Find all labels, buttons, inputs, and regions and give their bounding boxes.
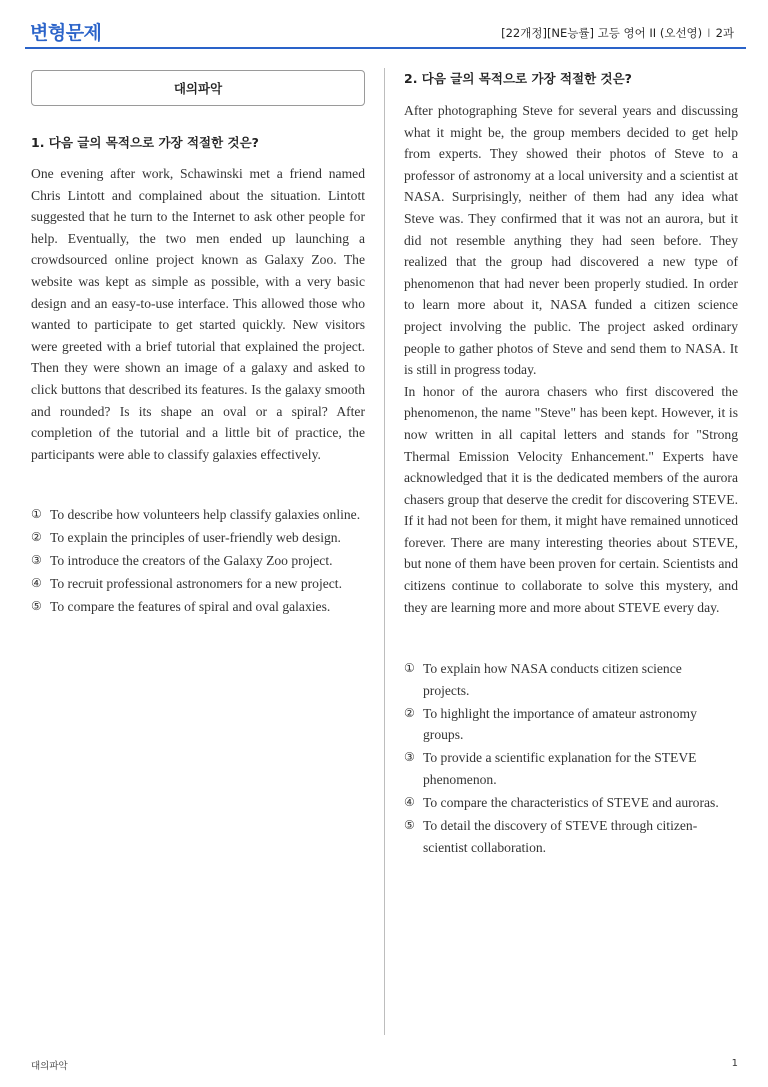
option-1-number: ①	[31, 507, 42, 521]
section-label: 대의파악	[173, 81, 223, 96]
question-1-passage	[31, 163, 365, 465]
question-2-paragraph-1: After photographing Steve for several years and discussing what it might be, the group members decided to get help from experts. They showed their photos of Steve to a professor of astronomy at a local university and a scientist at NASA. Surprisingly, neither of them had any idea what Steve was. They confirmed that it was not an aurora, but it did not resemble anything they had seen before. They realized that the group had discovered a new type of phenomenon that had never been properly studied. In order to learn more about it, NASA funded a citizen science project involving the public. The project asked ordinary people to gather photos of Steve and send them to NASA. It is still in progress today.	[404, 103, 738, 378]
question-1-options	[31, 504, 365, 619]
question-1-passage-text: One evening after work, Schawinski met a friend named Chris Lintott and complained about the situation. Lintott suggested that he turn to the Internet to ask other people for help. Eventually, the two men ended up launching a crowdsourced online project known as Galaxy Zoo. The website was kept as simple as possible, with a very basic design and an easy-to-use interface. This allowed those who wanted to participate to get started quickly. New visitors were greeted with a brief tutorial that explained the project. Then they were shown an image of a galaxy and asked to click buttons that described its features. Is the galaxy smooth and rounded? Is its shape an oval or a spiral? After completion of the tutorial and a little bit of practice, the participants were able to classify galaxies effectively.	[31, 166, 365, 462]
option-3[interactable]	[31, 550, 365, 572]
option-2[interactable]	[404, 703, 724, 746]
option-3-text: To introduce the creators of the Galaxy Zoo project.	[50, 553, 333, 569]
option-2-number: ②	[404, 705, 415, 720]
option-1[interactable]	[404, 658, 724, 701]
option-3[interactable]	[404, 747, 724, 790]
option-4[interactable]	[31, 573, 365, 595]
option-5[interactable]	[404, 815, 724, 858]
option-3-number: ③	[404, 750, 415, 765]
footer-section-label: 대의파악	[31, 1061, 68, 1072]
section-label-box	[31, 70, 365, 106]
textbook-info: [22개정][NE능률] 고등 영어 II (오선영)	[501, 26, 703, 40]
question-2-options	[404, 658, 724, 860]
page-header	[0, 0, 768, 50]
option-5[interactable]	[31, 596, 365, 618]
option-1-number: ①	[404, 661, 415, 675]
option-3-number: ③	[31, 553, 42, 568]
header-separator: I	[707, 26, 711, 40]
option-4[interactable]	[404, 792, 724, 814]
header-meta	[501, 25, 734, 41]
option-1-text: To describe how volunteers help classify galaxies online.	[50, 507, 361, 522]
brand-title: 변형문제	[30, 22, 102, 44]
option-4-text: To recruit professional astronomers for a new project.	[50, 576, 342, 592]
option-1-text: To explain how NASA conducts citizen science projects.	[423, 661, 682, 698]
lesson-label: 2과	[715, 26, 734, 40]
question-2-passage	[404, 100, 738, 618]
option-4-number: ④	[31, 576, 42, 591]
option-5-number: ⑤	[404, 818, 415, 833]
option-2-text: To highlight the importance of amateur astronomy groups.	[423, 705, 697, 743]
option-2-number: ②	[31, 530, 42, 545]
question-2-title: 2. 다음 글의 목적으로 가장 적절한 것은?	[404, 71, 632, 86]
option-2-text: To explain the principles of user-friendly web design.	[50, 530, 341, 546]
option-1[interactable]	[31, 504, 365, 526]
option-5-text: To detail the discovery of STEVE through citizen-scientist collaboration.	[423, 818, 698, 855]
option-5-text: To compare the features of spiral and oval galaxies.	[50, 599, 331, 615]
option-2[interactable]	[31, 527, 365, 549]
question-2-paragraph-2: In honor of the aurora chasers who first discovered the phenomenon, the name "Steve" has been kept. However, it is now written in all capital letters and stands for "Strong Thermal Emission Velocity Enhancement." Experts have acknowledged that it is the dedicated members of the aurora chasers group that deserve the credit for discovering STEVE. If it had not been for them, it might have remained unnoticed forever. There are many interesting theories about STEVE, but none of them have been proven for certain. Scientists and citizens continue to collaborate to solve this mystery, and they are learning more and more about STEVE every day.	[404, 383, 738, 615]
option-4-number: ④	[404, 795, 415, 810]
page-number: 1	[731, 1058, 738, 1069]
question-1-title: 1. 다음 글의 목적으로 가장 적절한 것은?	[31, 135, 259, 150]
option-3-text: To provide a scientific explanation for the STEVE phenomenon.	[423, 750, 697, 787]
column-divider	[384, 68, 385, 1035]
option-5-number: ⑤	[31, 599, 42, 614]
header-rule	[25, 47, 746, 49]
option-4-text: To compare the characteristics of STEVE and auroras.	[423, 795, 719, 811]
